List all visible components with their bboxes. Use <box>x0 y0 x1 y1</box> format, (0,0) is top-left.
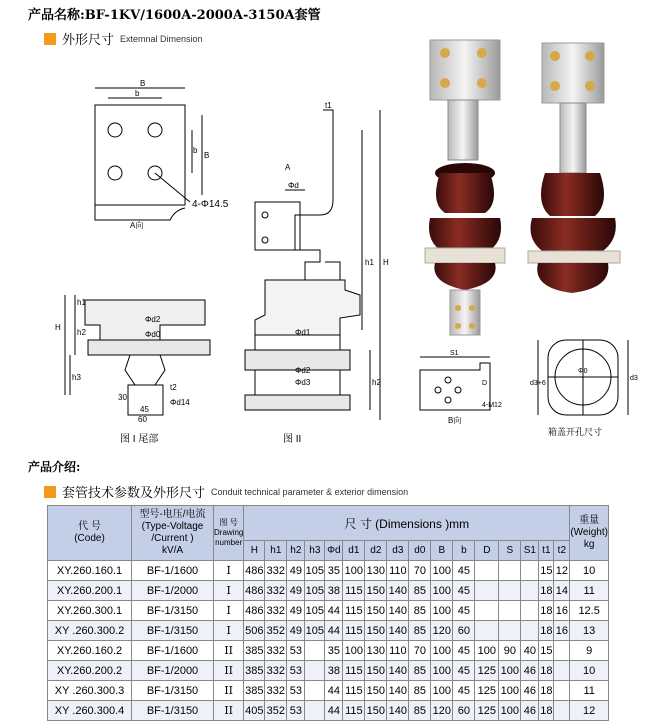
subheader-cell: Φd <box>325 541 343 561</box>
drawing-cell: I <box>214 581 244 601</box>
value-cell: 405 <box>244 701 265 721</box>
value-cell: 44 <box>325 681 343 701</box>
value-cell: 332 <box>265 681 287 701</box>
label-h3: h3 <box>72 373 81 382</box>
value-cell: 18 <box>539 701 554 721</box>
value-cell: 12 <box>554 561 570 581</box>
value-cell: 150 <box>365 701 387 721</box>
value-cell: 53 <box>287 701 305 721</box>
subheader-cell: d0 <box>409 541 431 561</box>
value-cell: 115 <box>343 681 365 701</box>
section-title-zh: 套管技术参数及外形尺寸 <box>62 485 206 500</box>
value-cell <box>305 681 325 701</box>
label-phid2-fig2: Φd2 <box>295 366 311 375</box>
subheader-cell: h1 <box>265 541 287 561</box>
value-cell <box>475 621 499 641</box>
value-cell: 110 <box>387 561 409 581</box>
value-cell: 90 <box>499 641 521 661</box>
label-h1-fig1: h1 <box>77 298 86 307</box>
code-cell: XY.260.200.2 <box>48 661 132 681</box>
value-cell: 486 <box>244 581 265 601</box>
value-cell <box>305 701 325 721</box>
subheader-cell: d2 <box>365 541 387 561</box>
product-photos <box>420 38 645 338</box>
value-cell: 85 <box>409 621 431 641</box>
value-cell: 11 <box>570 681 609 701</box>
header-drawing: 图 号 Drawing number <box>214 506 244 561</box>
value-cell: 45 <box>453 561 475 581</box>
value-cell <box>554 681 570 701</box>
orange-square-icon <box>44 486 56 498</box>
type-cell: BF-1/3150 <box>132 701 214 721</box>
value-cell: 140 <box>387 581 409 601</box>
value-cell: 46 <box>521 681 539 701</box>
value-cell: 38 <box>325 581 343 601</box>
value-cell: 120 <box>431 621 453 641</box>
drawing-cell: I <box>214 561 244 581</box>
section-technical-parameters <box>44 482 408 501</box>
cover-hole-drawing <box>538 340 628 415</box>
label-view-a: A向 <box>130 221 144 230</box>
value-cell: 40 <box>521 641 539 661</box>
label-45: 45 <box>140 405 149 414</box>
value-cell: 332 <box>265 601 287 621</box>
value-cell: 115 <box>343 661 365 681</box>
value-cell: 18 <box>539 621 554 641</box>
code-cell: XY.260.300.1 <box>48 601 132 621</box>
value-cell: 125 <box>475 701 499 721</box>
label-phid0: Φd0 <box>145 330 161 339</box>
label-t1: t1 <box>325 101 332 110</box>
value-cell <box>499 581 521 601</box>
label-H-fig1: H <box>55 323 61 332</box>
value-cell: 45 <box>453 681 475 701</box>
value-cell: 100 <box>431 661 453 681</box>
technical-drawings <box>40 50 430 450</box>
value-cell: 10 <box>570 661 609 681</box>
value-cell: 105 <box>305 621 325 641</box>
type-cell: BF-1/2000 <box>132 581 214 601</box>
value-cell: 85 <box>409 601 431 621</box>
value-cell <box>554 701 570 721</box>
value-cell: 53 <box>287 641 305 661</box>
label-bolt: 4-M12 <box>482 402 502 409</box>
value-cell: 10 <box>570 561 609 581</box>
value-cell: 46 <box>521 701 539 721</box>
value-cell: 140 <box>387 701 409 721</box>
value-cell: 332 <box>265 561 287 581</box>
value-cell: 105 <box>305 601 325 621</box>
value-cell <box>475 601 499 621</box>
value-cell: 49 <box>287 601 305 621</box>
value-cell: 332 <box>265 641 287 661</box>
label-D: D <box>482 380 488 387</box>
value-cell <box>554 661 570 681</box>
value-cell: 45 <box>453 661 475 681</box>
value-cell: 486 <box>244 601 265 621</box>
value-cell: 100 <box>499 701 521 721</box>
value-cell: 85 <box>409 661 431 681</box>
value-cell: 18 <box>539 581 554 601</box>
value-cell: 100 <box>343 641 365 661</box>
label-30: 30 <box>118 393 127 402</box>
label-b: b <box>135 89 140 98</box>
value-cell: 49 <box>287 581 305 601</box>
value-cell: 150 <box>365 601 387 621</box>
code-cell: XY.260.200.1 <box>48 581 132 601</box>
value-cell: 100 <box>431 581 453 601</box>
label-phid3: Φd3 <box>295 378 311 387</box>
drawing-cell: II <box>214 661 244 681</box>
caption-cover-hole: 箱盖开孔尺寸 <box>548 427 603 437</box>
value-cell: 105 <box>305 561 325 581</box>
value-cell: 11 <box>570 581 609 601</box>
value-cell: 100 <box>475 641 499 661</box>
value-cell: 49 <box>287 561 305 581</box>
value-cell: 115 <box>343 581 365 601</box>
product-intro-heading: 产品介绍: <box>28 460 81 474</box>
header-weight: 重量 (Weight) kg <box>570 506 609 561</box>
subheader-cell: H <box>244 541 265 561</box>
value-cell: 12.5 <box>570 601 609 621</box>
type-cell: BF-1/3150 <box>132 601 214 621</box>
header-type: 型号-电压/电流 (Type-Voltage /Current ) kV/A <box>132 506 214 561</box>
value-cell: 150 <box>365 581 387 601</box>
label-H-fig2: H <box>383 258 389 267</box>
drawing-cell: I <box>214 621 244 641</box>
label-A: A <box>285 163 291 172</box>
subheader-cell: d3 <box>387 541 409 561</box>
orange-square-icon <box>44 33 56 45</box>
value-cell <box>554 641 570 661</box>
value-cell: 18 <box>539 681 554 701</box>
caption-figure-i: 图 I 尾部 <box>120 434 159 445</box>
value-cell: 115 <box>343 621 365 641</box>
code-cell: XY .260.300.3 <box>48 681 132 701</box>
type-cell: BF-1/1600 <box>132 641 214 661</box>
value-cell: 60 <box>453 621 475 641</box>
spec-table-body <box>48 561 609 721</box>
value-cell: 332 <box>265 581 287 601</box>
figure-i-tail <box>65 295 210 415</box>
value-cell: 70 <box>409 641 431 661</box>
value-cell: 150 <box>365 681 387 701</box>
value-cell <box>499 621 521 641</box>
drawing-cell: II <box>214 701 244 721</box>
label-d14: Φd14 <box>170 398 190 407</box>
value-cell: 130 <box>365 561 387 581</box>
label-h2-fig1: h2 <box>77 328 86 337</box>
table-row <box>48 661 609 681</box>
section-title-en: Extemnal Dimension <box>120 33 203 44</box>
label-phid1: Φd1 <box>295 328 311 337</box>
value-cell: 14 <box>554 581 570 601</box>
drawing-cell: I <box>214 601 244 621</box>
section-title-en: Conduit technical parameter & exterior dimension <box>211 486 409 497</box>
type-cell: BF-1/3150 <box>132 621 214 641</box>
value-cell <box>499 561 521 581</box>
value-cell: 16 <box>554 621 570 641</box>
value-cell: 85 <box>409 701 431 721</box>
value-cell <box>521 621 539 641</box>
value-cell: 385 <box>244 681 265 701</box>
table-row <box>48 581 609 601</box>
value-cell <box>499 601 521 621</box>
value-cell: 140 <box>387 681 409 701</box>
code-cell: XY .260.300.2 <box>48 621 132 641</box>
subheader-cell: h3 <box>305 541 325 561</box>
subheader-cell: S <box>499 541 521 561</box>
label-t2: t2 <box>170 383 177 392</box>
value-cell: 85 <box>409 581 431 601</box>
label-h2-fig2: h2 <box>372 378 381 387</box>
value-cell: 100 <box>499 681 521 701</box>
value-cell: 385 <box>244 661 265 681</box>
label-view-b: B向 <box>448 416 462 425</box>
label-60: 60 <box>138 415 147 424</box>
table-row <box>48 641 609 661</box>
table-row <box>48 621 609 641</box>
value-cell: 125 <box>475 681 499 701</box>
value-cell: 506 <box>244 621 265 641</box>
code-cell: XY.260.160.2 <box>48 641 132 661</box>
value-cell: 140 <box>387 601 409 621</box>
value-cell: 100 <box>431 681 453 701</box>
label-h1-fig2: h1 <box>365 258 374 267</box>
value-cell: 385 <box>244 641 265 661</box>
value-cell: 12 <box>570 701 609 721</box>
value-cell: 49 <box>287 621 305 641</box>
value-cell: 85 <box>409 681 431 701</box>
type-cell: BF-1/1600 <box>132 561 214 581</box>
table-row <box>48 681 609 701</box>
value-cell: 45 <box>453 641 475 661</box>
value-cell: 35 <box>325 641 343 661</box>
value-cell: 15 <box>539 561 554 581</box>
table-row <box>48 561 609 581</box>
value-cell: 44 <box>325 601 343 621</box>
value-cell <box>305 661 325 681</box>
subheader-cell: B <box>431 541 453 561</box>
type-cell: BF-1/2000 <box>132 661 214 681</box>
code-cell: XY.260.160.1 <box>48 561 132 581</box>
value-cell: 352 <box>265 701 287 721</box>
header-code: 代 号 (Code) <box>48 506 132 561</box>
subheader-cell: b <box>453 541 475 561</box>
value-cell <box>475 581 499 601</box>
table-row <box>48 601 609 621</box>
label-d3: d3 <box>630 375 638 382</box>
label-phid: Φd <box>288 181 299 190</box>
value-cell: 100 <box>431 641 453 661</box>
value-cell: 150 <box>365 661 387 681</box>
value-cell: 70 <box>409 561 431 581</box>
value-cell: 140 <box>387 621 409 641</box>
value-cell: 115 <box>343 701 365 721</box>
value-cell: 18 <box>539 661 554 681</box>
label-B: B <box>140 79 146 88</box>
subheader-cell: t2 <box>554 541 570 561</box>
value-cell: 18 <box>539 601 554 621</box>
figure-ii-side-view <box>245 110 380 420</box>
table-row <box>48 701 609 721</box>
label-S1: S1 <box>450 350 459 357</box>
value-cell: 53 <box>287 661 305 681</box>
value-cell: 120 <box>431 701 453 721</box>
value-cell: 110 <box>387 641 409 661</box>
value-cell: 100 <box>431 561 453 581</box>
type-cell: BF-1/3150 <box>132 681 214 701</box>
view-b-and-hole-drawings <box>400 335 650 445</box>
label-hole: 4-Φ14.5 <box>192 199 229 210</box>
value-cell: 13 <box>570 621 609 641</box>
value-cell: 35 <box>325 561 343 581</box>
value-cell: 100 <box>343 561 365 581</box>
value-cell: 140 <box>387 661 409 681</box>
subheader-cell: t1 <box>539 541 554 561</box>
label-phid2-fig1: Φd2 <box>145 315 161 324</box>
value-cell: 38 <box>325 661 343 681</box>
value-cell <box>521 581 539 601</box>
value-cell <box>305 641 325 661</box>
value-cell: 125 <box>475 661 499 681</box>
value-cell: 100 <box>499 661 521 681</box>
value-cell: 486 <box>244 561 265 581</box>
value-cell <box>475 561 499 581</box>
value-cell <box>521 601 539 621</box>
value-cell: 332 <box>265 661 287 681</box>
label-phi0: Φ0 <box>578 368 588 375</box>
value-cell: 115 <box>343 601 365 621</box>
value-cell: 46 <box>521 661 539 681</box>
value-cell: 60 <box>453 701 475 721</box>
view-b-flange <box>420 357 490 410</box>
product-title: 产品名称:BF-1KV/1600A-2000A-3150A套管 <box>28 8 321 23</box>
bushing-photo-left <box>425 40 505 335</box>
value-cell: 16 <box>554 601 570 621</box>
value-cell: 352 <box>265 621 287 641</box>
code-cell: XY .260.300.4 <box>48 701 132 721</box>
section-external-dimension <box>44 29 203 48</box>
spec-table <box>47 505 609 721</box>
value-cell: 45 <box>453 601 475 621</box>
subheader-cell: S1 <box>521 541 539 561</box>
value-cell: 130 <box>365 641 387 661</box>
drawing-cell: II <box>214 681 244 701</box>
value-cell: 100 <box>431 601 453 621</box>
header-dimensions: 尺 寸 (Dimensions )mm <box>244 506 570 541</box>
value-cell: 44 <box>325 701 343 721</box>
drawing-cell: II <box>214 641 244 661</box>
label-d3plus6: d3+6 <box>530 380 546 387</box>
subheader-cell: d1 <box>343 541 365 561</box>
value-cell: 44 <box>325 621 343 641</box>
section-title-zh: 外形尺寸 <box>62 32 115 47</box>
view-a-plate <box>95 88 202 220</box>
subheader-cell: D <box>475 541 499 561</box>
bushing-photo-right <box>528 43 620 293</box>
caption-figure-ii: 图 II <box>283 434 302 445</box>
subheader-cell: h2 <box>287 541 305 561</box>
value-cell <box>521 561 539 581</box>
value-cell: 15 <box>539 641 554 661</box>
label-B-side: B <box>204 151 210 160</box>
value-cell: 105 <box>305 581 325 601</box>
value-cell: 9 <box>570 641 609 661</box>
label-b-side: b <box>193 146 198 155</box>
value-cell: 150 <box>365 621 387 641</box>
value-cell: 53 <box>287 681 305 701</box>
value-cell: 45 <box>453 581 475 601</box>
